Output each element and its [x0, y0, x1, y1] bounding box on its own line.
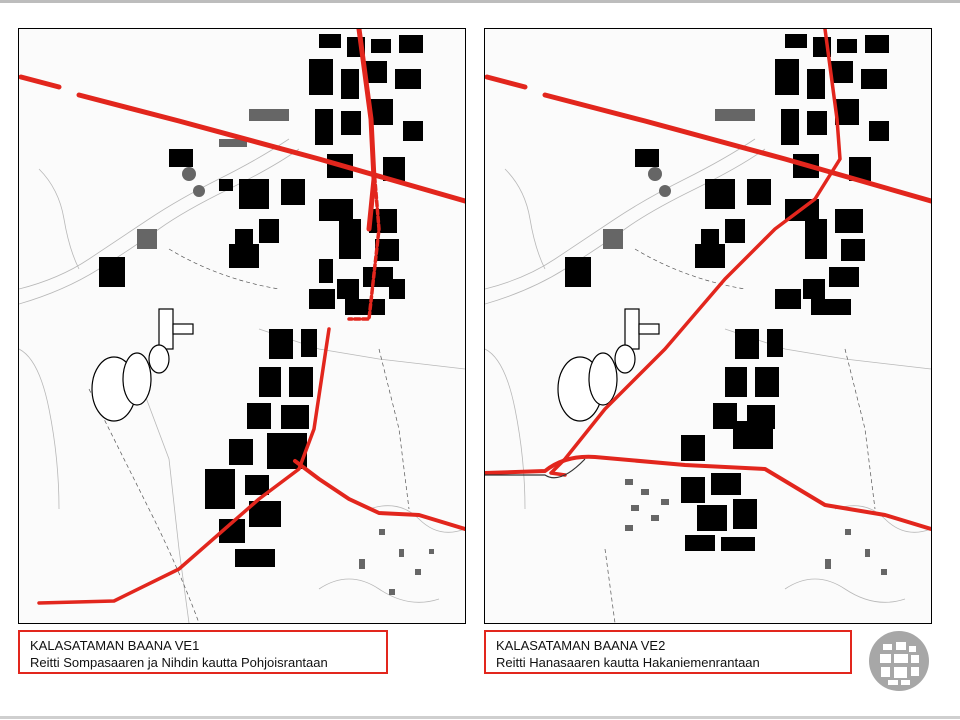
map-ve1 — [18, 28, 466, 624]
outlined-blocks — [92, 309, 193, 421]
city-logo-icon — [868, 630, 930, 692]
routes-ve1 — [21, 29, 465, 603]
map-ve2-title: KALASATAMAN BAANA VE2 — [496, 638, 666, 653]
bridge-outline — [485, 459, 585, 478]
map-ve2 — [484, 28, 932, 624]
top-divider — [0, 0, 960, 3]
routes-ve2 — [485, 29, 931, 529]
bottom-divider — [0, 716, 960, 719]
map-ve2-drawing — [485, 29, 931, 623]
map-ve1-subtitle: Reitti Sompasaaren ja Nihdin kautta Pohjoisrantaan — [30, 655, 328, 670]
map-ve1-title: KALASATAMAN BAANA VE1 — [30, 638, 200, 653]
map-ve1-caption — [18, 630, 388, 674]
map-ve2-subtitle: Reitti Hanasaaren kautta Hakaniemenrantaan — [496, 655, 760, 670]
map-ve1-drawing — [19, 29, 465, 623]
map-ve2-caption — [484, 630, 852, 674]
